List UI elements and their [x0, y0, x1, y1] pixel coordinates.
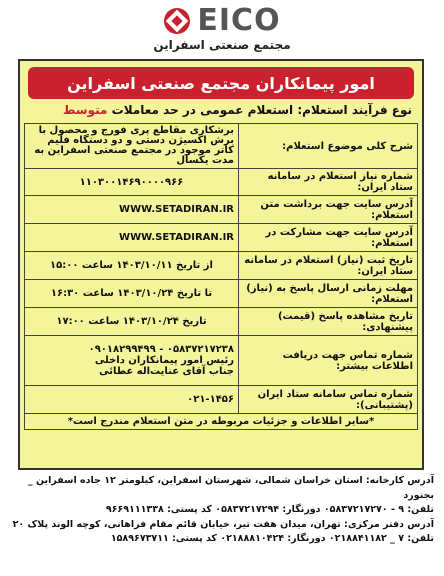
register-date-label: تاریخ ثبت (نیاز) استعلام در سامانه ستاد ایران: — [239, 252, 418, 280]
eico-emblem-icon — [163, 7, 191, 35]
notice-banner: امور پیمانکاران مجتمع صنعتی اسفراین — [28, 67, 414, 99]
table-row — [25, 414, 418, 430]
register-date-value: از تاریخ ۱۴۰۳/۱۰/۱۱ ساعت ۱۵:۰۰ — [25, 252, 239, 280]
notice-box — [18, 59, 424, 470]
logo-subtitle: مجتمع صنعتی اسفراین — [153, 38, 291, 52]
notice-note: *سایر اطلاعات و جزئیات مربوطه در متن استعلام مندرج است* — [25, 414, 418, 430]
table-row — [25, 308, 418, 336]
contact-label: شماره تماس جهت دریافت اطلاعات بیشتر: — [239, 336, 418, 386]
procedure-value: استعلام عمومی در حد معاملات — [111, 103, 294, 117]
table-row — [25, 124, 418, 169]
notice-table — [24, 123, 418, 430]
eico-logo — [0, 3, 444, 52]
need-no-label: شماره نیاز استعلام در سامانه ستاد ایران: — [239, 169, 418, 196]
deadline-label: مهلت زمانی ارسال پاسخ به (نیاز) استعلام: — [239, 280, 418, 308]
table-row — [25, 386, 418, 414]
support-value: ۰۲۱-۱۴۵۶ — [25, 386, 239, 414]
table-row — [25, 252, 418, 280]
participate-site-link[interactable]: WWW.SETADIRAN.IR — [25, 224, 239, 252]
table-row — [25, 169, 418, 196]
procedure-type — [30, 103, 412, 117]
subject-label: شرح کلی موضوع استعلام: — [239, 124, 418, 169]
office-phones: تلفن: ۷ _ ۰۲۱۸۸۴۱۱۸۲ دورنگار: ۰۲۱۸۸۸۱۰۴۲۴ کد پستی: ۱۵۸۹۶۷۳۷۱۱ — [110, 533, 434, 544]
subject-value: برشکاری مقاطع پری فورج و محصول با برش اکسیژن دستی و دو دستگاه فلیم کاتر موجود در مجتمع صنعتی اسفراین به مدت یکسال — [25, 124, 239, 169]
contact-phone: ۰۵۸۳۷۲۱۷۲۳۸ - ۰۹۰۱۸۲۹۹۴۹۹ — [88, 344, 234, 355]
table-row — [25, 336, 418, 386]
factory-phones: تلفن: ۹ - ۰۵۸۳۷۲۱۷۲۷۰ دورنگار: ۰۵۸۳۷۲۱۷۲۹۴ کد پستی: ۹۶۶۹۱۱۱۳۳۸ — [105, 504, 434, 515]
opening-value: تاریخ ۱۴۰۳/۱۰/۲۴ ساعت ۱۷:۰۰ — [25, 308, 239, 336]
factory-address: آدرس کارخانه: استان خراسان شمالی، شهرستان اسفراین، کیلومتر ۱۲ جاده اسفراین _ بجنورد — [27, 475, 434, 501]
deadline-value: تا تاریخ ۱۴۰۳/۱۰/۲۴ ساعت ۱۶:۳۰ — [25, 280, 239, 308]
download-site-link[interactable]: WWW.SETADIRAN.IR — [25, 196, 239, 224]
download-site-label: آدرس سایت جهت برداشت متن استعلام: — [239, 196, 418, 224]
procedure-label: نوع فرآیند استعلام: — [297, 103, 412, 117]
support-label: شماره تماس سامانه ستاد ایران (پشتیبانی): — [239, 386, 418, 414]
contact-person: جناب آقای عنایت‌اله عطائی — [99, 366, 234, 377]
contact-value — [25, 336, 239, 386]
procedure-emphasis: متوسط — [62, 103, 108, 117]
table-row — [25, 224, 418, 252]
need-no-value: ۱۱۰۳۰۰۱۴۶۹۰۰۰۰۹۶۶ — [25, 169, 239, 196]
office-address: آدرس دفتر مرکزی: تهران، میدان هفت تیر، خیابان قائم مقام فراهانی، کوچه الوند پلاک ۲۰ — [12, 518, 434, 530]
logo-wordmark: EICO — [197, 3, 281, 38]
contact-dept: رئیس امور پیمانکاران داخلی — [94, 355, 234, 366]
address-footer — [10, 474, 434, 547]
table-row — [25, 196, 418, 224]
opening-label: تاریخ مشاهده پاسخ (قیمت) پیشنهادی: — [239, 308, 418, 336]
participate-site-label: آدرس سایت جهت مشارکت در استعلام: — [239, 224, 418, 252]
table-row — [25, 280, 418, 308]
